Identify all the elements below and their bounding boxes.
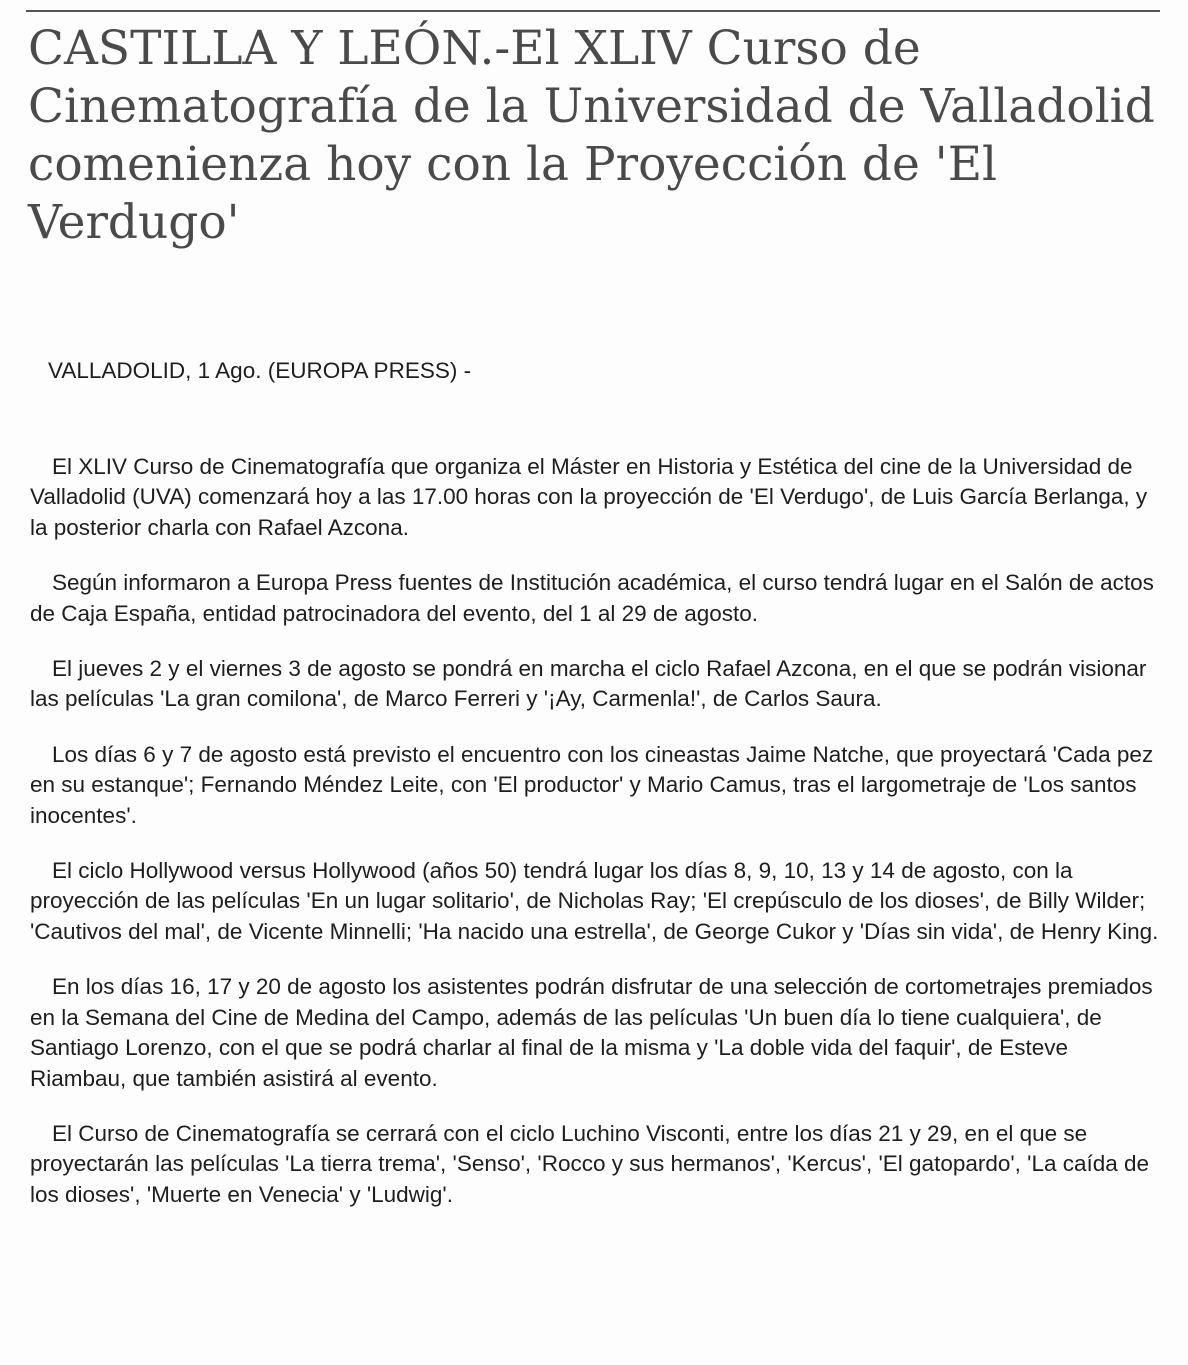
article-dateline: VALLADOLID, 1 Ago. (EUROPA PRESS) -: [48, 358, 472, 383]
article-headline: CASTILLA Y LEÓN.-El XLIV Curso de Cinematografía de la Universidad de Valladolid comenienza hoy con la Proyección de 'El Verdugo': [28, 21, 1155, 250]
article-paragraph: El XLIV Curso de Cinematografía que organiza el Máster en Historia y Estética del cine de la Universidad de Valladolid (UVA) comenzará hoy a las 17.00 horas con la proyección de 'El Verdugo', de Luis García Berlanga, y la posterior charla con Rafael Azcona.: [30, 454, 1148, 540]
article-paragraph: Los días 6 y 7 de agosto está previsto el encuentro con los cineastas Jaime Natche, que proyectará 'Cada pez en su estanque'; Fernando Méndez Leite, con 'El productor' y Mario Camus, tras el largometraje de 'Los santos inocentes'.: [30, 741, 1154, 828]
article-paragraph: En los días 16, 17 y 20 de agosto los asistentes podrán disfrutar de una selección de cortometrajes premiados en la Semana del Cine de Medina del Campo, además de las películas 'Un buen día lo tiene cualquiera', de Santiago Lorenzo, con el que se podrá charlar al final de la misma y 'La doble vida del faquir', de Esteve Riambau, que también asistirá al evento.: [30, 974, 1153, 1091]
top-divider-line: [26, 10, 1160, 12]
article-paragraph: El Curso de Cinematografía se cerrará con el ciclo Luchino Visconti, entre los días 21 y 29, en el que se proyectarán las películas 'La tierra trema', 'Senso', 'Rocco y sus hermanos', 'Kercus', 'El gatopardo', 'La caída de los dioses', 'Muerte en Venecia' y 'Ludwig'.: [30, 1120, 1150, 1207]
article-paragraph: Según informaron a Europa Press fuentes de Institución académica, el curso tendrá lugar en el Salón de actos de Caja España, entidad patrocinadora del evento, del 1 al 29 de agosto.: [30, 570, 1154, 626]
article-paragraph: El jueves 2 y el viernes 3 de agosto se pondrá en marcha el ciclo Rafael Azcona, en el que se podrán visionar las películas 'La gran comilona', de Marco Ferreri y '¡Ay, Carmenla!', de Carlos Saura.: [30, 656, 1147, 712]
article-paragraph: El ciclo Hollywood versus Hollywood (años 50) tendrá lugar los días 8, 9, 10, 13 y 14 de agosto, con la proyección de las películas 'En un lugar solitario', de Nicholas Ray; 'El crepúsculo de los dioses', de Billy Wilder; 'Cautivos del mal', de Vicente Minnelli; 'Ha nacido una estrella', de George Cukor y 'Días sin vida', de Henry King.: [30, 858, 1159, 944]
article-body: [30, 452, 1170, 1210]
